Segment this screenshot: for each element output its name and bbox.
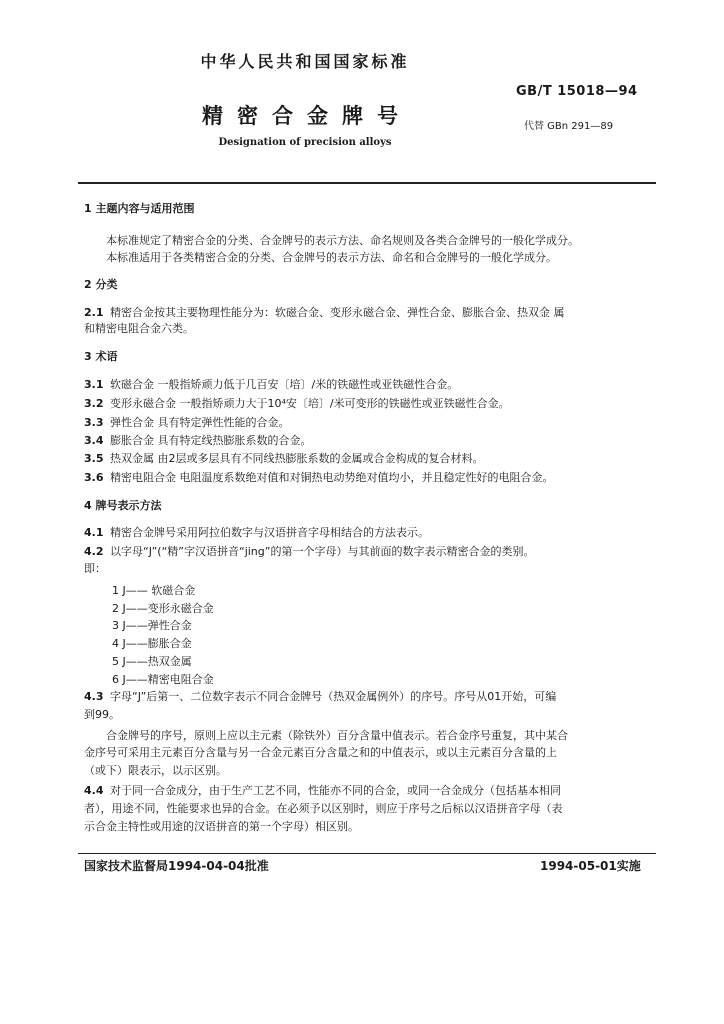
clause-number: 4.3 [84, 690, 104, 703]
clause-text: 对于同一合金成分，由于生产工艺不同，性能亦不同的合金，或同一合金成分（包括基本相同 [110, 784, 561, 797]
clause-number: 3.1 [84, 378, 104, 391]
section-1-para-2: 本标准适用于各类精密合金的分类、合金牌号的表示方法、命名和合金牌号的一般化学成分。 [106, 251, 557, 264]
clause-text: 精密电阻合金 电阻温度系数绝对值和对铜热电动势绝对值均小，并且稳定性好的电阻合金。 [110, 471, 554, 484]
clause-number: 3.4 [84, 434, 104, 447]
clause-3-1 [84, 378, 458, 392]
clause-number: 3.3 [84, 416, 104, 429]
clause-text: 软磁合金 一般指矫顽力低于几百安〔培〕/米的铁磁性或亚铁磁性合金。 [110, 378, 459, 391]
clause-4-3-para-2-line-3: （或下）限表示，以示区别。 [84, 764, 227, 777]
section-1-heading: 1 主题内容与适用范围 [84, 202, 195, 215]
clause-text: 精密合金牌号采用阿拉伯数字与汉语拼音字母相结合的方法表示。 [110, 526, 429, 539]
clause-3-3 [84, 416, 290, 430]
clause-3-2 [84, 397, 510, 411]
clause-text: 膨胀合金 具有特定线热膨胀系数的合金。 [110, 434, 312, 447]
clause-3-4 [84, 434, 312, 448]
replaces-standard: 代替 GBn 291—89 [524, 121, 614, 132]
issuing-body: 中华人民共和国国家标准 [200, 52, 410, 71]
list-item: 3 J——弹性合金 [112, 619, 192, 632]
list-item: 2 J——变形永磁合金 [112, 602, 214, 615]
clause-number: 4.2 [84, 545, 104, 558]
list-item: 1 J—— 软磁合金 [112, 584, 196, 597]
clause-text: 精密合金按其主要物理性能分为：软磁合金、变形永磁合金、弹性合金、膨胀合金、热双金 属 [110, 306, 565, 319]
clause-4-4 [84, 784, 561, 798]
effective-date: 1994-05-01实施 [540, 859, 641, 873]
section-3-heading: 3 术语 [84, 350, 118, 363]
clause-number: 4.4 [84, 784, 104, 797]
header-rule [78, 182, 656, 184]
list-item: 4 J——膨胀合金 [112, 637, 192, 650]
clause-text: 弹性合金 具有特定弹性性能的合金。 [110, 416, 290, 429]
clause-text: 字母“J”后第一、二位数字表示不同合金牌号（热双金属例外）的序号。序号从01开始，可编 [110, 690, 557, 703]
clause-text: 以字母“J”(“精”字汉语拼音“jing”的第一个字母）与其前面的数字表示精密合金的类别。 [110, 545, 535, 558]
clause-4-4-line-3: 示合金主特性或用途的汉语拼音的第一个字母）相区别。 [84, 820, 359, 833]
standard-code: GB/T 15018—94 [516, 84, 638, 99]
clause-4-3-para-2-line-1: 合金牌号的序号，原则上应以主元素（除铁外）百分含量中值表示。若合金序号重复，其中某合 [106, 729, 568, 742]
clause-4-4-line-2: 者），用途不同，性能要求也异的合金。在必须予以区别时，则应于序号之后标以汉语拼音字母（表 [84, 802, 563, 815]
clause-text: 热双金属 由2层或多层具有不同线热膨胀系数的金属或合金构成的复合材料。 [110, 452, 484, 465]
footer-rule [78, 853, 656, 854]
clause-number: 4.1 [84, 526, 104, 539]
clause-4-2 [84, 545, 534, 559]
english-title: Designation of precision alloys [218, 137, 392, 148]
clause-text: 变形永磁合金 一般指矫顽力大于10⁴安〔培〕/米可变形的铁磁性或亚铁磁性合金。 [110, 397, 510, 410]
section-2-heading: 2 分类 [84, 278, 118, 291]
clause-number: 2.1 [84, 306, 104, 319]
list-item: 5 J——热双金属 [112, 655, 192, 668]
clause-2-1 [84, 306, 565, 320]
clause-number: 3.6 [84, 471, 104, 484]
approval-date: 国家技术监督局1994-04-04批准 [84, 859, 269, 873]
clause-4-3-para-2-line-2: 金序号可采用主元素百分含量与另一合金元素百分含量之和的中值表示，或以主元素百分含量的上 [84, 746, 557, 759]
clause-2-1-continued: 和精密电阻合金六类。 [84, 322, 194, 335]
clause-3-5 [84, 452, 484, 466]
clause-3-6 [84, 471, 554, 485]
section-4-heading: 4 牌号表示方法 [84, 499, 162, 512]
clause-4-3-continued: 到99。 [84, 708, 120, 721]
clause-4-1 [84, 526, 429, 540]
section-1-para-1: 本标准规定了精密合金的分类、合金牌号的表示方法、命名规则及各类合金牌号的一般化学成分。 [106, 234, 579, 247]
clause-number: 3.5 [84, 452, 104, 465]
document-title: 精密合金牌号 [202, 104, 412, 128]
clause-4-3 [84, 690, 556, 704]
clause-number: 3.2 [84, 397, 104, 410]
clause-4-2-continued: 即： [84, 562, 106, 575]
list-item: 6 J——精密电阻合金 [112, 673, 214, 686]
